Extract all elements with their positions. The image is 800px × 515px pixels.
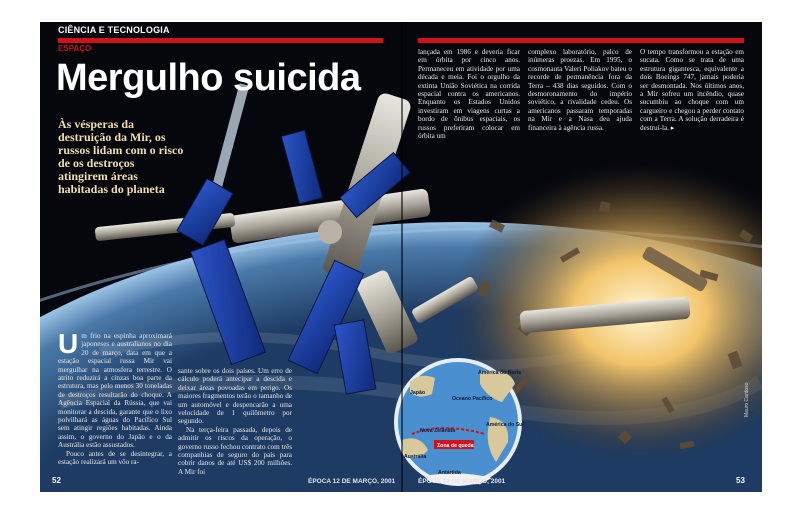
paragraph xyxy=(58,328,172,450)
map-label: Japão xyxy=(410,390,425,396)
body-column-3: lançada em 1986 e deveria ficar em órbita por cinco anos. Permaneceu em atividade por uma década e meia. Foi o orgulho da extinta União Soviética na corrida espacial contra os americanos. Enquanto os Estados Unidos investiram em viagens curtas a bordo de ônibus espaciais, os russos preferiram colocar em órbita um xyxy=(418,48,520,141)
footer-publication-right: ÉPOCA 12 DE MARÇO, 2001 xyxy=(418,478,506,485)
page-number-right: 53 xyxy=(736,476,745,485)
headline: Mergulho suicida xyxy=(56,57,361,99)
paragraph: sante sobre os dois países. Um erro de cálculo poderá antecipar a descida e deixar áreas povoadas em perigo. Os maiores fragmentos terão o tamanho de um automóvel e despencarão a uma velocidade de 1 quilômetro por segundo. xyxy=(178,367,292,426)
paragraph: Pouco antes de se desintegrar, a estação realizará um vôo ra- xyxy=(58,449,172,467)
map-inset xyxy=(394,358,522,486)
body-column-1 xyxy=(58,328,172,467)
kicker-label: ESPAÇO xyxy=(58,44,92,53)
map-label: Oceano Pacífico xyxy=(452,396,493,402)
paragraph: Na terça-feira passada, depois de admitir os riscos da operação, o governo russo fechou contrato com três companhias de seguro do país para cobrir danos de até US$ 200 milhões. A Mir foi xyxy=(178,425,292,476)
paragraph-text: O tempo transformou a estação em sucata. Como se trata de uma estrutura gigantesca, equivalente a dois Boeings 747, jamais poderia ser desmontada. Nos últimos anos, a Mir sofreu um incêndio, quase sucumbiu ao choque com um cargueiro e chegou a perder contato com a Terra. A solução derradeira é destruí-la. xyxy=(640,48,744,132)
paragraph-text: m frio na espinha aproximará japoneses e australianos no dia 20 de março, data em que a estação espacial russa Mir vai mergulhar na atmosfera terrestre. O atrito reduzirá a cinzas boa parte da estrutura, mas pelo menos 30 toneladas de destroços resultarão do choque. A Agência Espacial da Rússia, que vai monitorar a descida, garante que o lixo polvilhará as águas do Pacífico Sul sem atingir regiões habitadas. Ainda assim, o governo do Japão e o da Austrália estão assustados. xyxy=(58,332,172,450)
map-label: Austrália xyxy=(404,454,427,460)
page-number-left: 52 xyxy=(52,476,61,485)
map-label: Zona de queda xyxy=(437,443,474,449)
body-column-2 xyxy=(178,367,292,476)
map-label: Antártida xyxy=(438,470,461,476)
dek-subtitle: Às vésperas da destruição da Mir, os russos lidam com o risco de os destroços atingirem áreas habitadas do planeta xyxy=(58,117,184,196)
page-gutter xyxy=(401,22,403,492)
section-label: CIÊNCIA E TECNOLOGIA xyxy=(58,25,170,35)
header-rule-right xyxy=(418,38,744,43)
magazine-spread xyxy=(40,22,762,492)
header-rule-left xyxy=(58,38,383,43)
end-mark-icon: ▸ xyxy=(670,123,675,132)
body-column-5 xyxy=(640,48,744,132)
map-label: América do Sul xyxy=(486,422,524,428)
map-label: Nova Zelândia xyxy=(420,428,456,434)
body-column-4: complexo laboratório, palco de inúmeras proezas. Em 1995, o cosmonauta Valeri Poliakov bateu o recorde de permanência fora da Terra – 438 dias seguidos. Com o desmoronamento do império soviético, a rivalidade cedeu. Os americanos passaram temporadas na Mir e a Nasa deu ajuda financeira à agência russa. xyxy=(528,48,632,132)
illustration-credit: Mauro Cardoso xyxy=(744,382,750,417)
map-label: América do Norte xyxy=(478,370,522,376)
drop-cap: U xyxy=(58,328,79,359)
footer-publication-left: ÉPOCA 12 DE MARÇO, 2001 xyxy=(308,478,396,485)
